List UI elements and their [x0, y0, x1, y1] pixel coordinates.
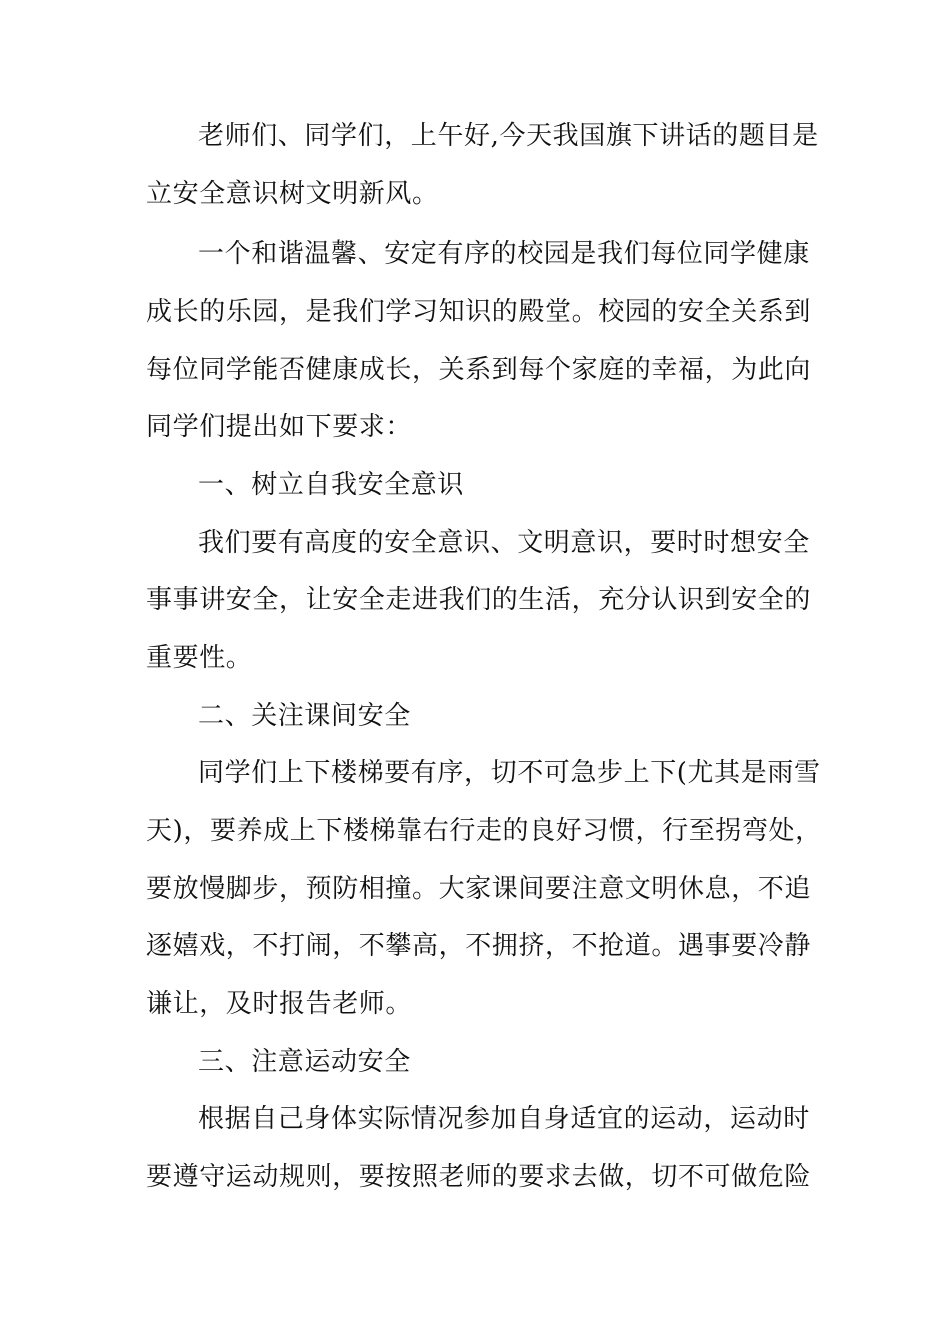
text-line: 根据自己身体实际情况参加自身适宜的运动，运动时 [198, 1104, 810, 1134]
text-line: 同学们上下楼梯要有序，切不可急步上下(尤其是雨雪 [198, 758, 821, 788]
text-line: 同学们提出如下要求： [146, 412, 413, 442]
text-line: 重要性。 [146, 643, 253, 673]
section-heading: 二、关注课间安全 [198, 701, 411, 731]
text-line: 一个和谐温馨、安定有序的校园是我们每位同学健康 [198, 239, 810, 269]
text-line: 立安全意识树文明新风。 [146, 179, 439, 209]
section-heading: 一、树立自我安全意识 [198, 470, 465, 500]
text-line: 成长的乐园，是我们学习知识的殿堂。校园的安全关系到 [146, 297, 812, 327]
text-line: 事事讲安全，让安全走进我们的生活，充分认识到安全的 [146, 585, 812, 615]
text-line: 谦让，及时报告老师。 [146, 989, 413, 1019]
section-heading: 三、注意运动安全 [198, 1047, 411, 1077]
text-line: 天)，要养成上下楼梯靠右行走的良好习惯，行至拐弯处， [146, 816, 822, 846]
text-line: 要遵守运动规则，要按照老师的要求去做，切不可做危险 [146, 1162, 812, 1192]
text-line: 老师们、同学们，上午好,今天我国旗下讲话的题目是 [198, 121, 819, 151]
text-line: 要放慢脚步，预防相撞。大家课间要注意文明休息，不追 [146, 874, 812, 904]
text-line: 每位同学能否健康成长，关系到每个家庭的幸福，为此向 [146, 355, 812, 385]
text-line: 逐嬉戏，不打闹，不攀高，不拥挤，不抢道。遇事要冷静 [146, 931, 812, 961]
text-line: 我们要有高度的安全意识、文明意识，要时时想安全 [198, 528, 810, 558]
